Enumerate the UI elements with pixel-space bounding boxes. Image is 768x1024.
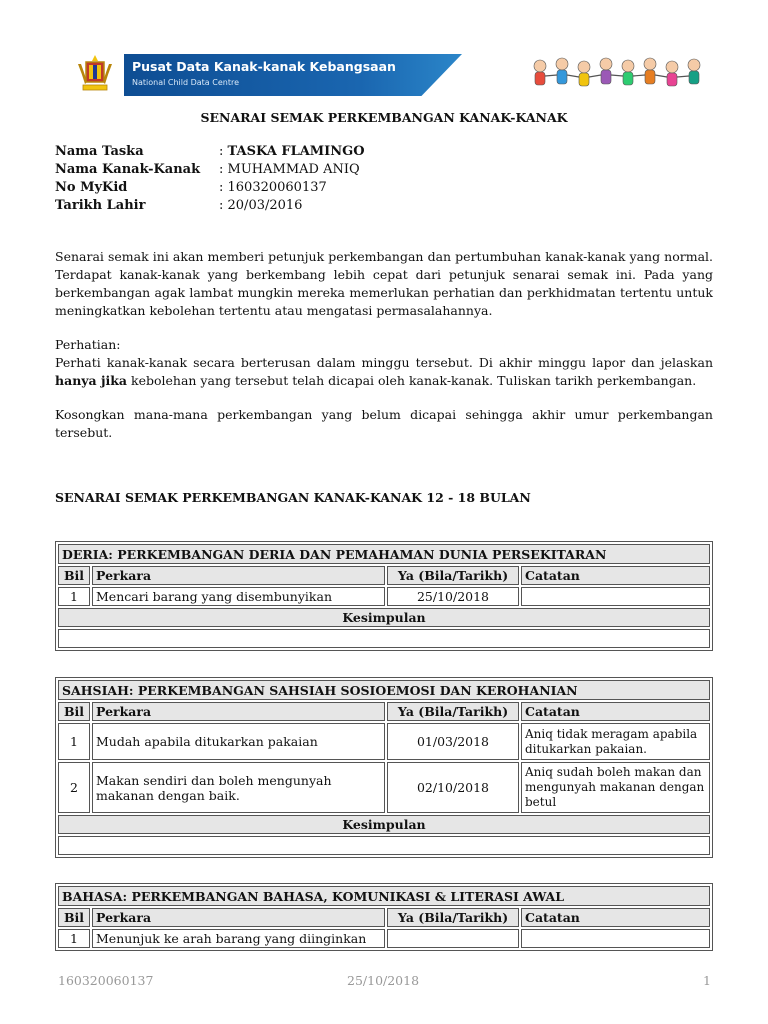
kesimpulan-value xyxy=(58,629,710,648)
info-value: : 20/03/2016 xyxy=(219,198,303,213)
col-catatan: Catatan xyxy=(521,702,710,721)
info-row-name xyxy=(55,161,365,179)
child-info xyxy=(55,143,365,215)
notice-paragraph xyxy=(55,336,713,390)
kesimpulan-label: Kesimpulan xyxy=(58,608,710,627)
info-row-taska xyxy=(55,143,365,161)
info-label: No MyKid xyxy=(55,180,128,195)
info-label: Tarikh Lahir xyxy=(55,198,146,213)
table-row: 1 Mudah apabila ditukarkan pakaian 01/03/2018 Aniq tidak meragam apabila ditukarkan pakaian. xyxy=(58,723,710,760)
col-ya: Ya (Bila/Tarikh) xyxy=(387,908,519,927)
footer-page-number: 1 xyxy=(703,973,711,988)
table-row: 2 Makan sendiri dan boleh mengunyah makanan dengan baik. 02/10/2018 Aniq sudah boleh makan dan mengunyah makanan dengan betul xyxy=(58,762,710,813)
checklist-table-deria xyxy=(55,541,713,651)
info-row-dob xyxy=(55,197,365,215)
table-row: 1 Menunjuk ke arah barang yang diinginkan xyxy=(58,929,710,948)
closing-paragraph: Kosongkan mana-mana perkembangan yang belum dicapai sehingga akhir umur perkembangan tersebut. xyxy=(55,407,713,440)
footer-mykid: 160320060137 xyxy=(58,973,154,988)
info-label: Nama Kanak-Kanak xyxy=(55,162,201,177)
col-perkara: Perkara xyxy=(92,702,385,721)
intro-paragraph: Senarai semak ini akan memberi petunjuk perkembangan dan pertumbuhan kanak-kanak yang normal. Terdapat kanak-kanak yang berkembang lebih cepat dari petunjuk senarai semak ini. Pada yang berkembangan agak lambat mungkin mereka memerlukan perhatian dan perkhidmatan tertentu untuk meningkatkan kebolehan tertentu atau mengatasi permasalahannya. xyxy=(55,249,713,318)
table-title: BAHASA: PERKEMBANGAN BAHASA, KOMUNIKASI & LITERASI AWAL xyxy=(58,886,710,906)
banner-subtitle: National Child Data Centre xyxy=(132,78,239,87)
children-holding-hands-icon xyxy=(458,54,714,96)
header-banner xyxy=(68,54,714,96)
col-catatan: Catatan xyxy=(521,566,710,585)
banner-title: Pusat Data Kanak-kanak Kebangsaan xyxy=(132,59,396,74)
document-title: SENARAI SEMAK PERKEMBANGAN KANAK-KANAK xyxy=(200,110,568,125)
kesimpulan-label: Kesimpulan xyxy=(58,815,710,834)
col-catatan: Catatan xyxy=(521,908,710,927)
info-value: : TASKA FLAMINGO xyxy=(219,144,365,159)
col-bil: Bil xyxy=(58,702,90,721)
col-perkara: Perkara xyxy=(92,908,385,927)
table-row: 1 Mencari barang yang disembunyikan 25/10/2018 xyxy=(58,587,710,606)
malaysia-crest-icon xyxy=(76,54,114,94)
info-label: Nama Taska xyxy=(55,144,144,159)
section-title: SENARAI SEMAK PERKEMBANGAN KANAK-KANAK 12 - 18 BULAN xyxy=(55,490,531,505)
checklist-table-bahasa xyxy=(55,883,713,951)
col-perkara: Perkara xyxy=(92,566,385,585)
notice-text: Perhati kanak-kanak secara berterusan dalam minggu tersebut. Di akhir minggu lapor dan jelaskan hanya jika kebolehan yang tersebut telah dicapai oleh kanak-kanak. Tuliskan tarikh perkembangan. xyxy=(55,355,713,388)
info-value: : 160320060137 xyxy=(219,180,327,195)
col-bil: Bil xyxy=(58,566,90,585)
col-ya: Ya (Bila/Tarikh) xyxy=(387,702,519,721)
col-ya: Ya (Bila/Tarikh) xyxy=(387,566,519,585)
info-row-mykid xyxy=(55,179,365,197)
footer-date: 25/10/2018 xyxy=(347,973,420,988)
notice-heading: Perhatian: xyxy=(55,337,121,352)
table-title: SAHSIAH: PERKEMBANGAN SAHSIAH SOSIOEMOSI DAN KEROHANIAN xyxy=(58,680,710,700)
kesimpulan-value xyxy=(58,836,710,855)
col-bil: Bil xyxy=(58,908,90,927)
info-value: : MUHAMMAD ANIQ xyxy=(219,162,360,177)
checklist-table-sahsiah xyxy=(55,677,713,858)
table-title: DERIA: PERKEMBANGAN DERIA DAN PEMAHAMAN DUNIA PERSEKITARAN xyxy=(58,544,710,564)
